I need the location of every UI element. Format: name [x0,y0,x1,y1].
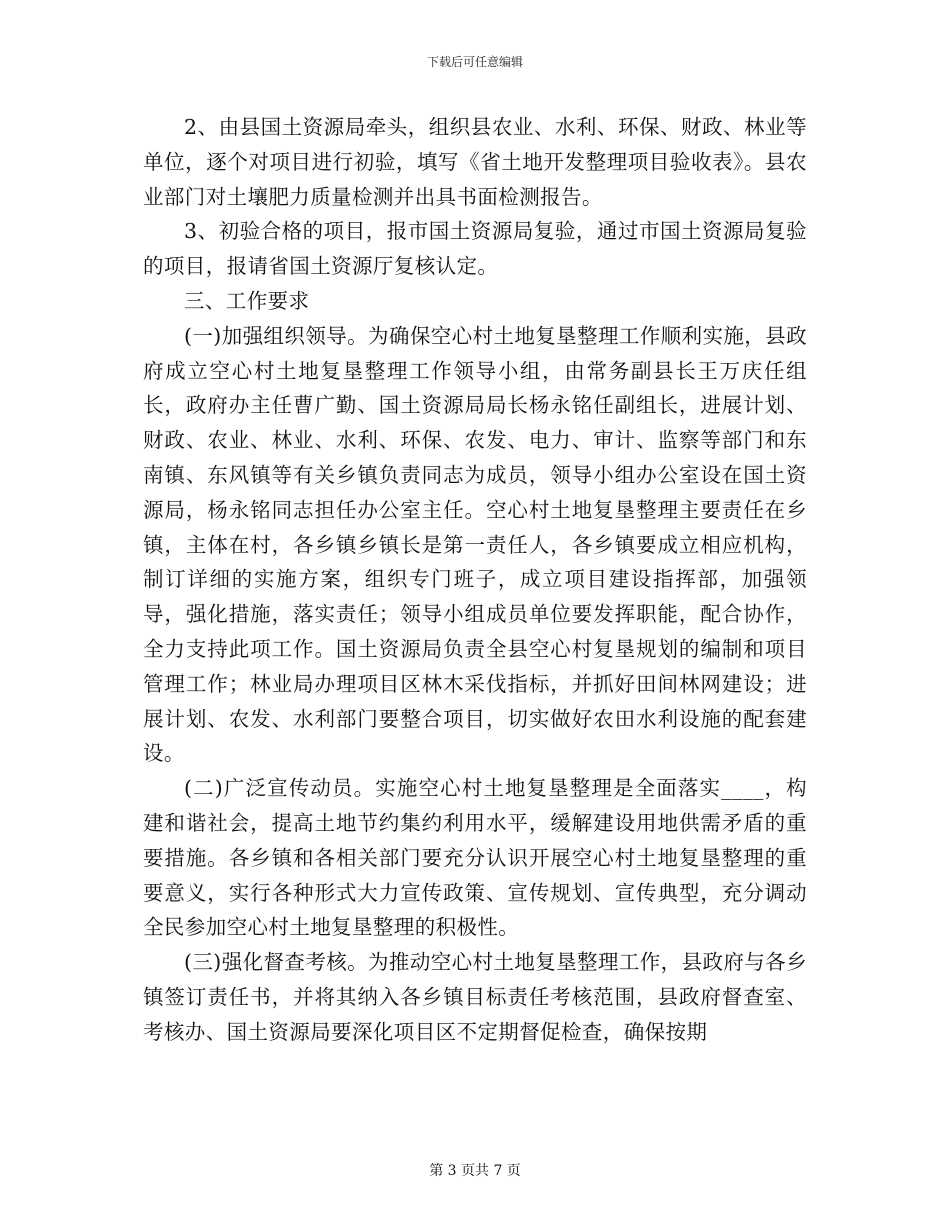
paragraph-publicity-mobilization: (二)广泛宣传动员。实施空心村土地复垦整理是全面落实____，构建和谐社会，提高土地节约集约利用水平，缓解建设用地供需矛盾的重要措施。各乡镇和各相关部门要充分认识开展空心村土地复垦整理的重要意义，实行各种形式大力宣传政策、宣传规划、宣传典型，充分调动全民参加空心村土地复垦整理的积极性。 [143,776,807,940]
page-footer: 第 3 页共 7 页 [429,1163,521,1179]
paragraph-item-3: 3、初验合格的项目，报市国土资源局复验，通过市国土资源局复验的项目，报请省国土资源厅复核认定。 [143,219,807,279]
paragraph-supervision-assessment: (三)强化督查考核。为推动空心村土地复垦整理工作，县政府与各乡镇签订责任书，并将其纳入各乡镇目标责任考核范围，县政府督查室、考核办、国土资源局要深化项目区不定期督促检查，确保按期 [143,950,807,1044]
page-header: 下载后可任意编辑 [426,55,523,69]
section-heading-work-requirements: 三、工作要求 [184,288,310,313]
paragraph-organization-leadership: (一)加强组织领导。为确保空心村土地复垦整理工作顺利实施，县政府成立空心村土地复垦整理工作领导小组，由常务副县长王万庆任组长，政府办主任曹广勤、国土资源局局长杨永铭任副组长，进展计划、财政、农业、林业、水利、环保、农发、电力、审计、监察等部门和东南镇、东风镇等有关乡镇负责同志为成员，领导小组办公室设在国土资源局，杨永铭同志担任办公室主任。空心村土地复垦整理主要责任在乡镇，主体在村，各乡镇乡镇长是第一责任人，各乡镇要成立相应机构，制订详细的实施方案，组织专门班子，成立项目建设指挥部，加强领导，强化措施，落实责任；领导小组成员单位要发挥职能，配合协作，全力支持此项工作。国土资源局负责全县空心村复垦规划的编制和项目管理工作；林业局办理项目区林木采伐指标，并抓好田间林网建设；进展计划、农发、水利部门要整合项目，切实做好农田水利设施的配套建设。 [143,323,807,766]
document-body [143,110,807,1050]
paragraph-item-2: 2、由县国土资源局牵头，组织县农业、水利、环保、财政、林业等单位，逐个对项目进行初验，填写《省土地开发整理项目验收表》。县农业部门对土壤肥力质量检测并出具书面检测报告。 [143,115,807,209]
